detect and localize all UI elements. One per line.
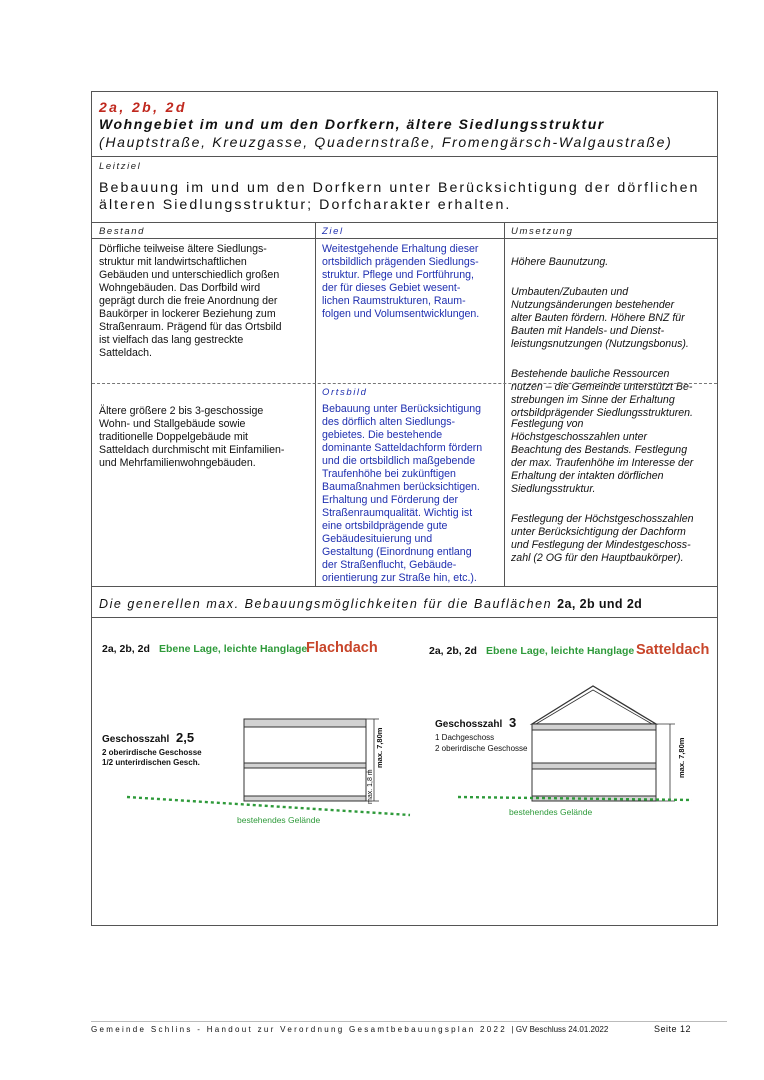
geschoss-note: 2 oberirdische Geschosse <box>435 744 528 753</box>
row2-umsetzung-item: Festlegung von Höchstgeschosszahlen unter Beachtung des Bestands. Festlegung der max. Traufenhöhe im Interesse der Erhaltung der intakten dörflichen Siedlungsstruktur. <box>511 418 694 495</box>
leitziel-text: Bebauung im und um den Dorfkern unter Berücksichtigung der dörflichen älteren Siedlungsstruktur; Dorfcharakter erhalten. <box>99 180 700 213</box>
satteldach-diagram <box>429 642 709 817</box>
col-ziel-header: Ziel <box>322 226 344 237</box>
page-number: Seite 12 <box>653 1024 691 1034</box>
diagram-code: 2a, 2b, 2d <box>102 643 150 655</box>
diagram-roof: Flachdach <box>306 640 378 656</box>
row1-ziel: Weitestgehende Erhaltung dieser ortsbildlich prägenden Siedlungs- struktur. Pflege und Fortführung, der für dieses Gebiet wesent- lichen Raumstrukturen, Raum- folgen und Volumsentwicklungen. <box>322 243 480 320</box>
height-label: max. 7,80m <box>375 727 384 768</box>
divider <box>92 222 717 223</box>
plan-card <box>91 91 718 926</box>
flachdach-diagram <box>102 640 410 825</box>
footer-text: Gemeinde Schlins - Handout zur Verordnung Gesamtbebauungsplan 2022 <box>91 1025 507 1034</box>
geschosszahl-value: 3 <box>509 715 517 730</box>
roof-slab <box>244 719 366 727</box>
storey <box>244 768 366 796</box>
diagram-roof: Satteldach <box>636 642 710 658</box>
footer-gv-date: | GV Beschluss 24.01.2022 <box>511 1025 609 1034</box>
floor-slab <box>244 763 366 768</box>
diagram-terrain: Ebene Lage, leichte Hanglage <box>486 645 635 657</box>
storey <box>532 730 656 763</box>
row2-umsetzung <box>511 405 716 582</box>
row-divider <box>92 383 717 384</box>
row1-umsetzung-item: Umbauten/Zubauten und Nutzungsänderungen bestehender alter Bauten fördern. Höhere BNZ für Bauten mit Handels- und Dienst- leistungsnutzungen (Nutzungsbonus). <box>511 286 689 350</box>
building-diagrams <box>92 618 717 926</box>
terrain-label: bestehendes Gelände <box>509 807 593 817</box>
terrain-label: bestehendes Gelände <box>237 815 321 825</box>
height-label: max. 7,80m <box>677 737 686 778</box>
divider <box>92 238 717 239</box>
geschosszahl-label: Geschosszahl <box>435 719 503 730</box>
area-streets: (Hauptstraße, Kreuzgasse, Quadernstraße, Fromengärsch-Walgaustraße) <box>99 134 673 150</box>
storey <box>532 769 656 796</box>
floor-slab <box>244 796 366 801</box>
general-heading <box>99 597 642 611</box>
page-footer <box>91 1021 727 1034</box>
storey <box>244 727 366 763</box>
leitziel-label: Leitziel <box>99 161 142 172</box>
row2-ziel: Bebauung unter Berücksichtigung des dörflich alten Siedlungs- gebietes. Die bestehende dominante Satteldachform fördern und die ortsbildlich maßgebende Traufenhöhe bei zukünftigen Baumaßnahmen berücksichtigen. Erhaltung und Förderung der Straßenraumqualität. Wichtig ist eine ortsbildprägende gute Gebäudesituierung und Gestaltung (Einordnung entlang der Straßenflucht, Gebäude- orientierung zur Straße hin, etc.). <box>322 403 483 584</box>
floor-slab <box>532 724 656 730</box>
area-title: Wohngebiet im und um den Dorfkern, ältere Siedlungsstruktur <box>99 116 605 132</box>
ortsbild-label: Ortsbild <box>322 387 368 398</box>
gable-roof <box>532 686 656 724</box>
geschosszahl-value: 2,5 <box>176 730 195 745</box>
height-label-2: max. 1,8 m <box>367 769 374 804</box>
diagram-terrain: Ebene Lage, leichte Hanglage <box>159 643 308 655</box>
area-code: 2a, 2b, 2d <box>99 99 187 115</box>
column-divider <box>315 222 316 586</box>
general-heading-areas: 2a, 2b und 2d <box>557 597 643 611</box>
col-bestand-header: Bestand <box>99 226 146 237</box>
geschosszahl-label: Geschosszahl <box>102 734 170 745</box>
row2-bestand: Ältere größere 2 bis 3-geschossige Wohn- und Stallgebäude sowie traditionelle Doppelgebäude mit Satteldach durchmischt mit Einfamilien- und Mehrfamilienwohngebäuden. <box>99 405 285 469</box>
divider <box>92 156 717 157</box>
geschoss-note: 1/2 unterirdischen Gesch. <box>102 758 200 767</box>
row1-bestand: Dörfliche teilweise ältere Siedlungs- struktur mit landwirtschaftlichen Gebäuden und unterschiedlich großen Wohngebäuden. Das Dorfbild wird geprägt durch die freie Anordnung der Baukörper in lockerer Beziehung zum Straßenraum. Prägend für das Ortsbild ist vielfach das lang gestreckte Satteldach. <box>99 243 282 359</box>
row1-umsetzung-item: Bestehende bauliche Ressourcen nutzen – die Gemeinde unterstützt Be- strebungen im Sinne der Erhaltung ortsbildprägender Siedlungsstrukturen. <box>511 368 693 419</box>
column-divider <box>504 222 505 586</box>
row1-umsetzung-item: Höhere Baunutzung. <box>511 256 609 268</box>
general-heading-text: Die generellen max. Bebauungsmöglichkeiten für die Bauflächen <box>99 597 553 611</box>
col-umsetzung-header: Umsetzung <box>511 226 574 237</box>
geschoss-note: 2 oberirdische Geschosse <box>102 748 202 757</box>
geschoss-note: 1 Dachgeschoss <box>435 733 495 742</box>
row2-umsetzung-item: Festlegung der Höchstgeschosszahlen unter Berücksichtigung der Dachform und Festlegung der Mindestgeschoss- zahl (2 OG für den Hauptbaukörper). <box>511 513 694 564</box>
diagram-code: 2a, 2b, 2d <box>429 645 477 657</box>
floor-slab <box>532 763 656 769</box>
divider <box>92 586 717 587</box>
